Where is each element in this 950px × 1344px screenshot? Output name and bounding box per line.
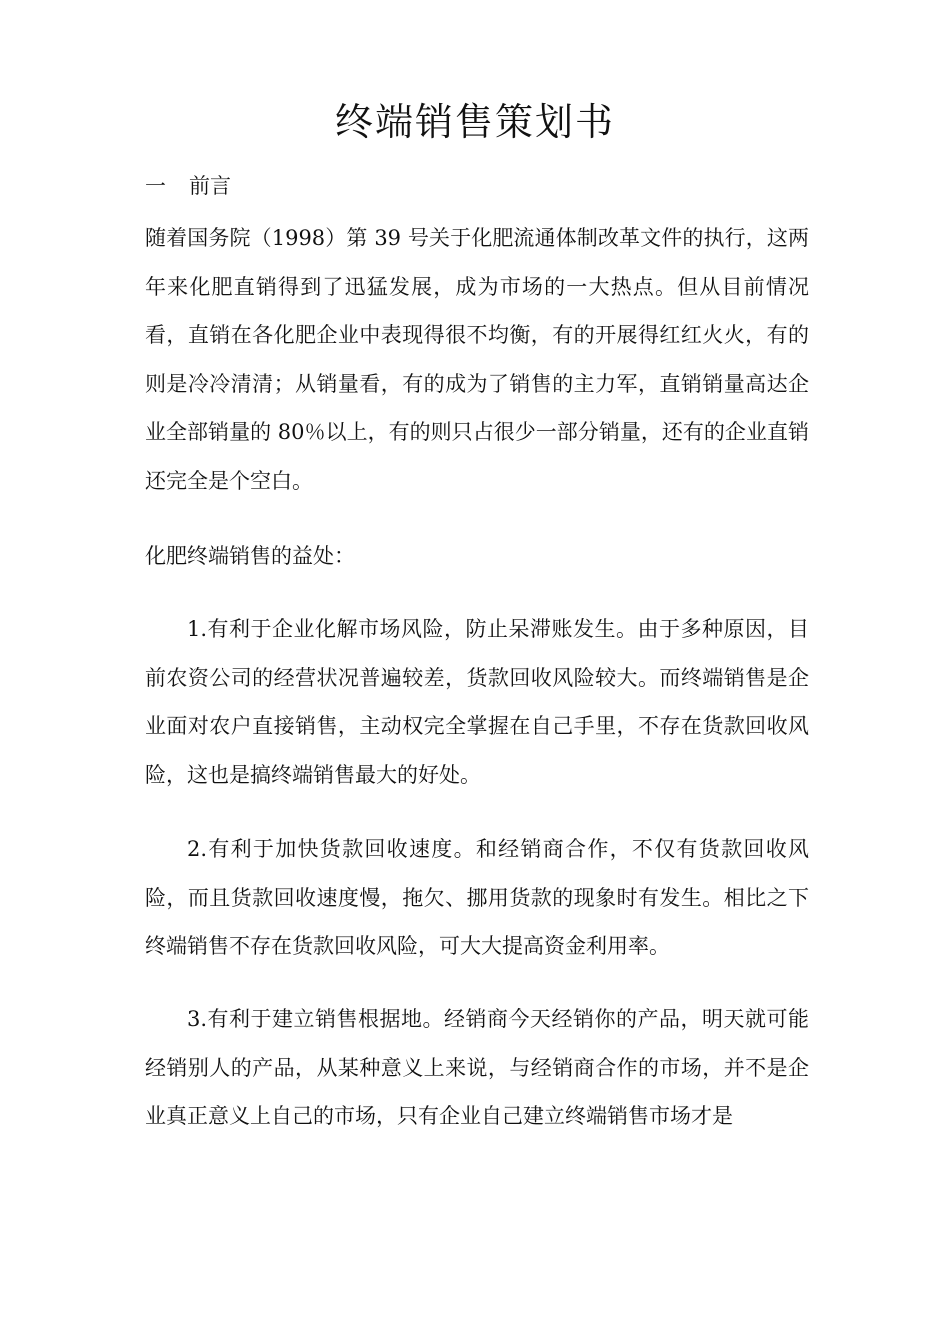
document-title: 终端销售策划书 [334, 100, 615, 144]
section-title: 前言 [189, 174, 231, 198]
benefit-item-1: 1.有利于企业化解市场风险，防止呆滞账发生。由于多种原因，目前农资公司的经营状况普遍较差，货款回收风险较大。而终端销售是企业面对农户直接销售，主动权完全掌握在自己手里，不存在货款回收风险，这也是搞终端销售最大的好处。 [145, 617, 809, 787]
benefit-item-3: 3.有利于建立销售根据地。经销商今天经销你的产品，明天就可能经销别人的产品，从某种意义上来说，与经销商合作的市场，并不是企业真正意义上自己的市场，只有企业自己建立终端销售市场才是 [145, 1007, 809, 1128]
section-number: 一 [145, 174, 166, 198]
intro-paragraph: 随着国务院（1998）第 39 号关于化肥流通体制改革文件的执行，这两年来化肥直销得到了迅猛发展，成为市场的一大热点。但从目前情况看，直销在各化肥企业中表现得很不均衡，有的开展得红红火火，有的则是冷冷清清；从销量看，有的成为了销售的主力军，直销销量高达企业全部销量的 80％以上，有的则只占很少一部分销量，还有的企业直销还完全是个空白。 [145, 226, 809, 493]
benefits-heading: 化肥终端销售的益处： [145, 544, 355, 568]
section-heading [145, 168, 231, 204]
benefit-item-2: 2.有利于加快货款回收速度。和经销商合作，不仅有货款回收风险，而且货款回收速度慢，拖欠、挪用货款的现象时有发生。相比之下终端销售不存在货款回收风险，可大大提高资金利用率。 [145, 837, 809, 958]
